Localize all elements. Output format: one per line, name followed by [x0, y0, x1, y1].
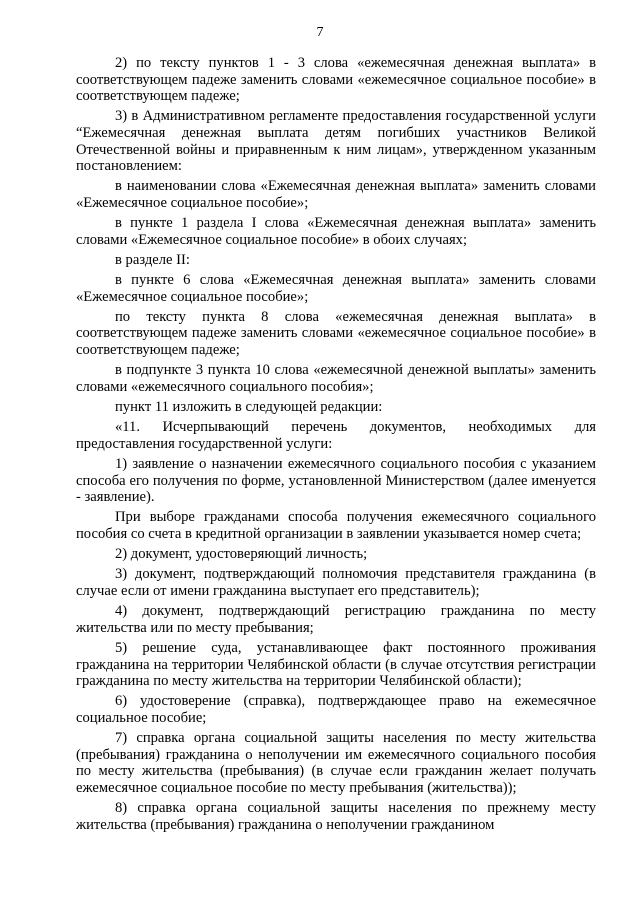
paragraph: пункт 11 изложить в следующей редакции: — [115, 399, 383, 416]
paragraph: 7) справка органа социальной защиты населения по месту жительства (пребывания) гражданина о неполучении им ежемесячного социального пособия по месту жительства (пребывания) (в случае если гражданин желает получать ежемесячное социальное пособие по месту пребывания (жительства)); — [76, 730, 596, 796]
paragraph: в подпункте 3 пункта 10 слова «ежемесячной денежной выплаты» заменить словами «ежемесячного социального пособия»; — [76, 362, 596, 395]
paragraph: 6) удостоверение (справка), подтверждающее право на ежемесячное социальное пособие; — [76, 693, 596, 726]
paragraph: 3) в Административном регламенте предоставления государственной услуги “Ежемесячная денежная выплата детям погибших участников Великой Отечественной войны и приравненным к ним лицам», утвержденном указанным постановлением: — [76, 108, 596, 175]
paragraph: 4) документ, подтверждающий регистрацию гражданина по месту жительства или по месту пребывания; — [76, 603, 596, 636]
paragraph: «11. Исчерпывающий перечень документов, необходимых для предоставления государственной услуги: — [76, 419, 596, 452]
paragraph: 3) документ, подтверждающий полномочия представителя гражданина (в случае если от имени гражданина выступает его представитель); — [76, 566, 596, 599]
paragraph: в пункте 1 раздела I слова «Ежемесячная денежная выплата» заменить словами «Ежемесячное социальное пособие» в обоих случаях; — [76, 215, 596, 248]
paragraph: 2) документ, удостоверяющий личность; — [115, 546, 368, 563]
paragraph: При выборе гражданами способа получения ежемесячного социального пособия со счета в кредитной организации в заявлении указывается номер счета; — [76, 509, 596, 542]
paragraph: по тексту пункта 8 слова «ежемесячная денежная выплата» в соответствующем падеже заменить словами «ежемесячное социальное пособие» в соответствующем падеже; — [76, 308, 596, 359]
paragraph: 5) решение суда, устанавливающее факт постоянного проживания гражданина на территории Челябинской области (в случае отсутствия регистрации гражданина по месту жительства на территории Челябинской области); — [76, 639, 596, 690]
page-number: 7 — [316, 25, 324, 40]
document-body — [76, 55, 596, 837]
paragraph: в пункте 6 слова «Ежемесячная денежная выплата» заменить словами «Ежемесячное социальное пособие»; — [76, 272, 596, 305]
paragraph: 2) по тексту пунктов 1 - 3 слова «ежемесячная денежная выплата» в соответствующем падеже заменить словами «ежемесячное социальное пособие» в соответствующем падеже; — [76, 55, 596, 105]
paragraph: в разделе II: — [115, 251, 190, 268]
paragraph: 8) справка органа социальной защиты населения по прежнему месту жительства (пребывания) гражданина о неполучении гражданином — [76, 800, 596, 833]
paragraph: в наименовании слова «Ежемесячная денежная выплата» заменить словами «Ежемесячное социальное пособие»; — [76, 178, 596, 211]
paragraph: 1) заявление о назначении ежемесячного социального пособия с указанием способа его получения по форме, установленной Министерством (далее именуется - заявление). — [76, 456, 596, 506]
